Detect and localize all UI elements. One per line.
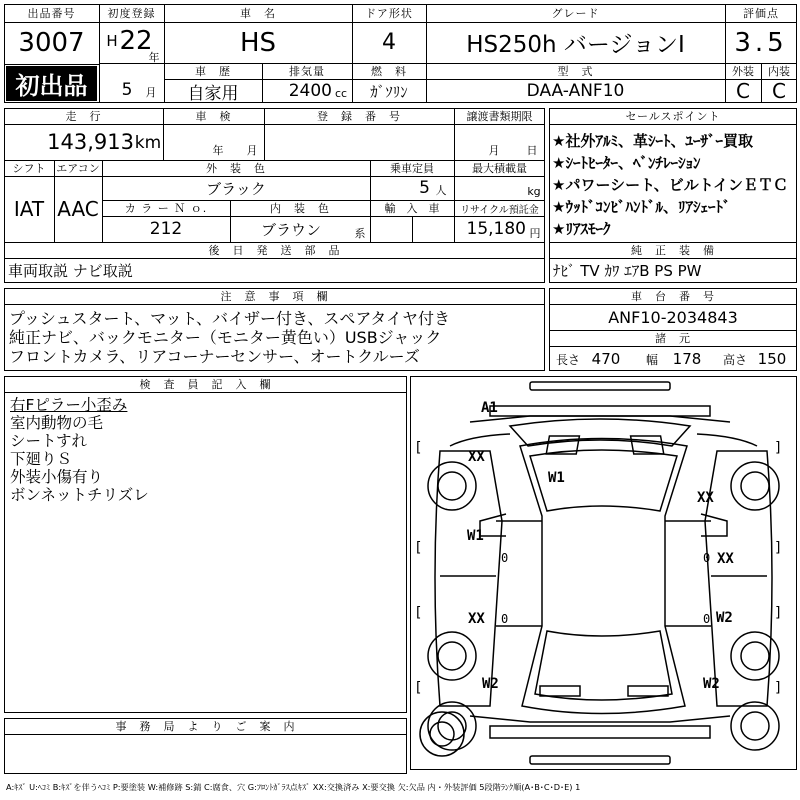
fuel: ｶﾞｿﾘﾝ — [370, 82, 408, 101]
height-label: 高さ — [722, 352, 747, 367]
disp-label: 排気量 — [289, 65, 325, 78]
interior-color: ブラウン — [260, 220, 321, 239]
zero-mark: 0 — [703, 612, 711, 626]
ac-label: エアコン — [56, 162, 100, 175]
bracket-mark: ] — [774, 680, 783, 696]
interior-color-label: 内 装 色 — [270, 202, 330, 215]
sales-points-list — [552, 130, 788, 240]
inspector-line: 下廻りＳ — [10, 450, 73, 468]
reg-year: 22 — [119, 26, 153, 56]
capacity: 5 — [419, 178, 430, 198]
first-listing-badge: 初出品 — [6, 66, 97, 101]
damage-mark: W1 — [548, 470, 565, 486]
length-label: 長さ — [555, 352, 580, 367]
model-label: 型 式 — [557, 65, 594, 78]
equipment: ﾅﾋﾞ TV ｶﾜ ｴｱB PS PW — [553, 262, 702, 280]
insp-year-unit: 年 — [212, 144, 224, 157]
month-unit: 月 — [145, 86, 157, 99]
int-label: 内装 — [768, 65, 790, 78]
sales-point: ★社外ｱﾙﾐ、革ｼｰﾄ、ﾕｰｻﾞｰ買取 — [552, 132, 753, 150]
damage-mark: XX — [697, 490, 714, 506]
notes-label: 注 意 事 項 欄 — [220, 290, 329, 303]
zero-mark: 0 — [501, 612, 509, 626]
mileage: 143,913 — [47, 130, 134, 154]
damage-mark: W2 — [482, 676, 499, 692]
bracket-mark: [ — [414, 440, 423, 456]
transfer-label: 譲渡書類期限 — [466, 110, 533, 123]
ext-grade: C — [736, 79, 750, 103]
sales-label: セールスポイント — [625, 110, 721, 123]
colorno-label: カ ラ ー Ｎ ｏ. — [124, 202, 208, 215]
insp-month-unit: 月 — [246, 144, 258, 157]
chassis-number: ANF10-2034843 — [608, 307, 738, 327]
inspector-line: 外装小傷有り — [10, 468, 104, 486]
import-label: 輸 入 車 — [384, 202, 440, 215]
ac: AAC — [57, 197, 99, 221]
equip-label: 純 正 装 備 — [631, 244, 715, 257]
damage-mark: W2 — [716, 610, 733, 626]
inspector-line: 室内動物の毛 — [10, 414, 104, 432]
width-label: 幅 — [645, 352, 658, 367]
year-unit: 年 — [148, 51, 160, 64]
note-line: プッシュスタート、マット、バイザー付き、スペアタイヤ付き — [9, 309, 450, 328]
capacity-label: 乗車定員 — [390, 162, 434, 175]
height: 150 — [757, 350, 787, 368]
inspector-line: 右Fピラー小歪み — [10, 396, 128, 414]
zero-mark: 0 — [703, 551, 711, 565]
length: 470 — [591, 350, 621, 368]
later-parts: 車両取説 ナビ取説 — [8, 262, 133, 280]
int-grade: C — [772, 79, 786, 103]
shift-label: シフト — [12, 162, 46, 175]
tr-month-unit: 月 — [488, 144, 500, 157]
reg-month: 5 — [121, 80, 133, 100]
grade: HS250h バージョンI — [466, 32, 685, 58]
legend: A:ｷｽﾞ U:ﾍｺﾐ B:ｷｽﾞを伴うﾍｺﾐ P:要塗装 W:補修跡 S:錆 C:腐食、穴 G:ﾌﾛﾝﾄｶﾞﾗｽ点ｷｽﾞ XX:交換済み X:要交換 欠:欠品 内・外装評価 5段階ﾗﾝｸ順(A･B･C･D･E) 1 — [6, 781, 581, 792]
damage-mark: A1 — [481, 400, 498, 416]
inspector-label: 検 査 員 記 入 欄 — [139, 378, 272, 391]
shift: IAT — [13, 197, 45, 221]
score-label: 評価点 — [743, 7, 779, 20]
notes-lines — [9, 309, 450, 366]
dims-label: 諸 元 — [655, 332, 691, 345]
inspector-lines — [10, 396, 149, 504]
bracket-mark: ] — [774, 540, 783, 556]
era: H — [106, 32, 118, 50]
doors: 4 — [382, 30, 396, 55]
car-name: HS — [239, 27, 277, 58]
chassis-label: 車 台 番 号 — [631, 290, 715, 303]
model: DAA-ANF10 — [526, 81, 625, 101]
damage-mark: XX — [717, 551, 734, 567]
disp-unit: cc — [334, 86, 348, 100]
sales-point: ★ｼｰﾄﾋｰﾀｰ、ﾍﾞﾝﾁﾚｰｼｮﾝ — [552, 154, 701, 172]
inspector-line: シートすれ — [10, 432, 88, 450]
grade-label: グレード — [551, 7, 600, 20]
interior-suffix: 系 — [354, 227, 366, 240]
car-diagram — [410, 376, 797, 770]
history: 自家用 — [187, 83, 239, 103]
score: 3.5 — [734, 27, 788, 58]
bracket-mark: [ — [414, 605, 423, 621]
sales-point: ★パワーシート、ビルトインＥＴＣ — [552, 176, 789, 194]
regno-label: 登 録 番 号 — [317, 110, 401, 123]
door-label: ドア形状 — [365, 7, 413, 20]
car-name-label: 車 名 — [240, 7, 276, 20]
mileage-unit: km — [134, 133, 162, 153]
color-label: 外 装 色 — [206, 162, 266, 175]
inspection-label: 車 検 — [195, 110, 232, 123]
damage-mark: W2 — [703, 676, 720, 692]
later-parts-label: 後 日 発 送 部 品 — [208, 244, 341, 257]
ext-label: 外装 — [732, 65, 754, 78]
damage-mark: W1 — [467, 528, 484, 544]
bracket-mark: [ — [414, 680, 423, 696]
history-label: 車 歴 — [195, 65, 231, 78]
color: ブラック — [206, 179, 266, 198]
office-label: 事 務 局 よ り ご 案 内 — [115, 720, 296, 733]
recycle-unit: 円 — [529, 227, 541, 240]
damage-mark: XX — [468, 449, 485, 465]
inspector-line: ボンネットチリズレ — [10, 486, 149, 504]
sales-point: ★ｳｯﾄﾞｺﾝﾋﾞﾊﾝﾄﾞﾙ、ﾘｱｼｪｰﾄﾞ — [552, 198, 731, 216]
zero-mark: 0 — [501, 551, 509, 565]
tr-day-unit: 日 — [526, 144, 538, 157]
damage-mark: XX — [468, 611, 485, 627]
load-unit: kg — [527, 184, 541, 198]
fuel-label: 燃 料 — [371, 65, 407, 78]
bracket-mark: ] — [774, 605, 783, 621]
displacement: 2400 — [288, 81, 332, 101]
width: 178 — [672, 350, 702, 368]
note-line: 純正ナビ、バックモニター（モニター黄色い）USBジャック — [9, 328, 442, 347]
bracket-mark: [ — [414, 540, 423, 556]
recycle-label: リサイクル預託金 — [460, 204, 539, 216]
capacity-unit: 人 — [435, 184, 447, 197]
color-no: 212 — [149, 219, 183, 239]
mileage-label: 走 行 — [65, 110, 102, 123]
recycle: 15,180 — [466, 219, 526, 239]
lot-no-label: 出品番号 — [27, 7, 76, 20]
load-label: 最大積載量 — [472, 162, 527, 175]
lot-number: 3007 — [18, 28, 85, 58]
sales-point: ★ﾘｱｽﾓｰｸ — [552, 220, 611, 238]
note-line: フロントカメラ、リアコーナーセンサー、オートクルーズ — [9, 347, 420, 366]
reg-label: 初度登録 — [107, 7, 156, 20]
bracket-mark: ] — [774, 440, 783, 456]
